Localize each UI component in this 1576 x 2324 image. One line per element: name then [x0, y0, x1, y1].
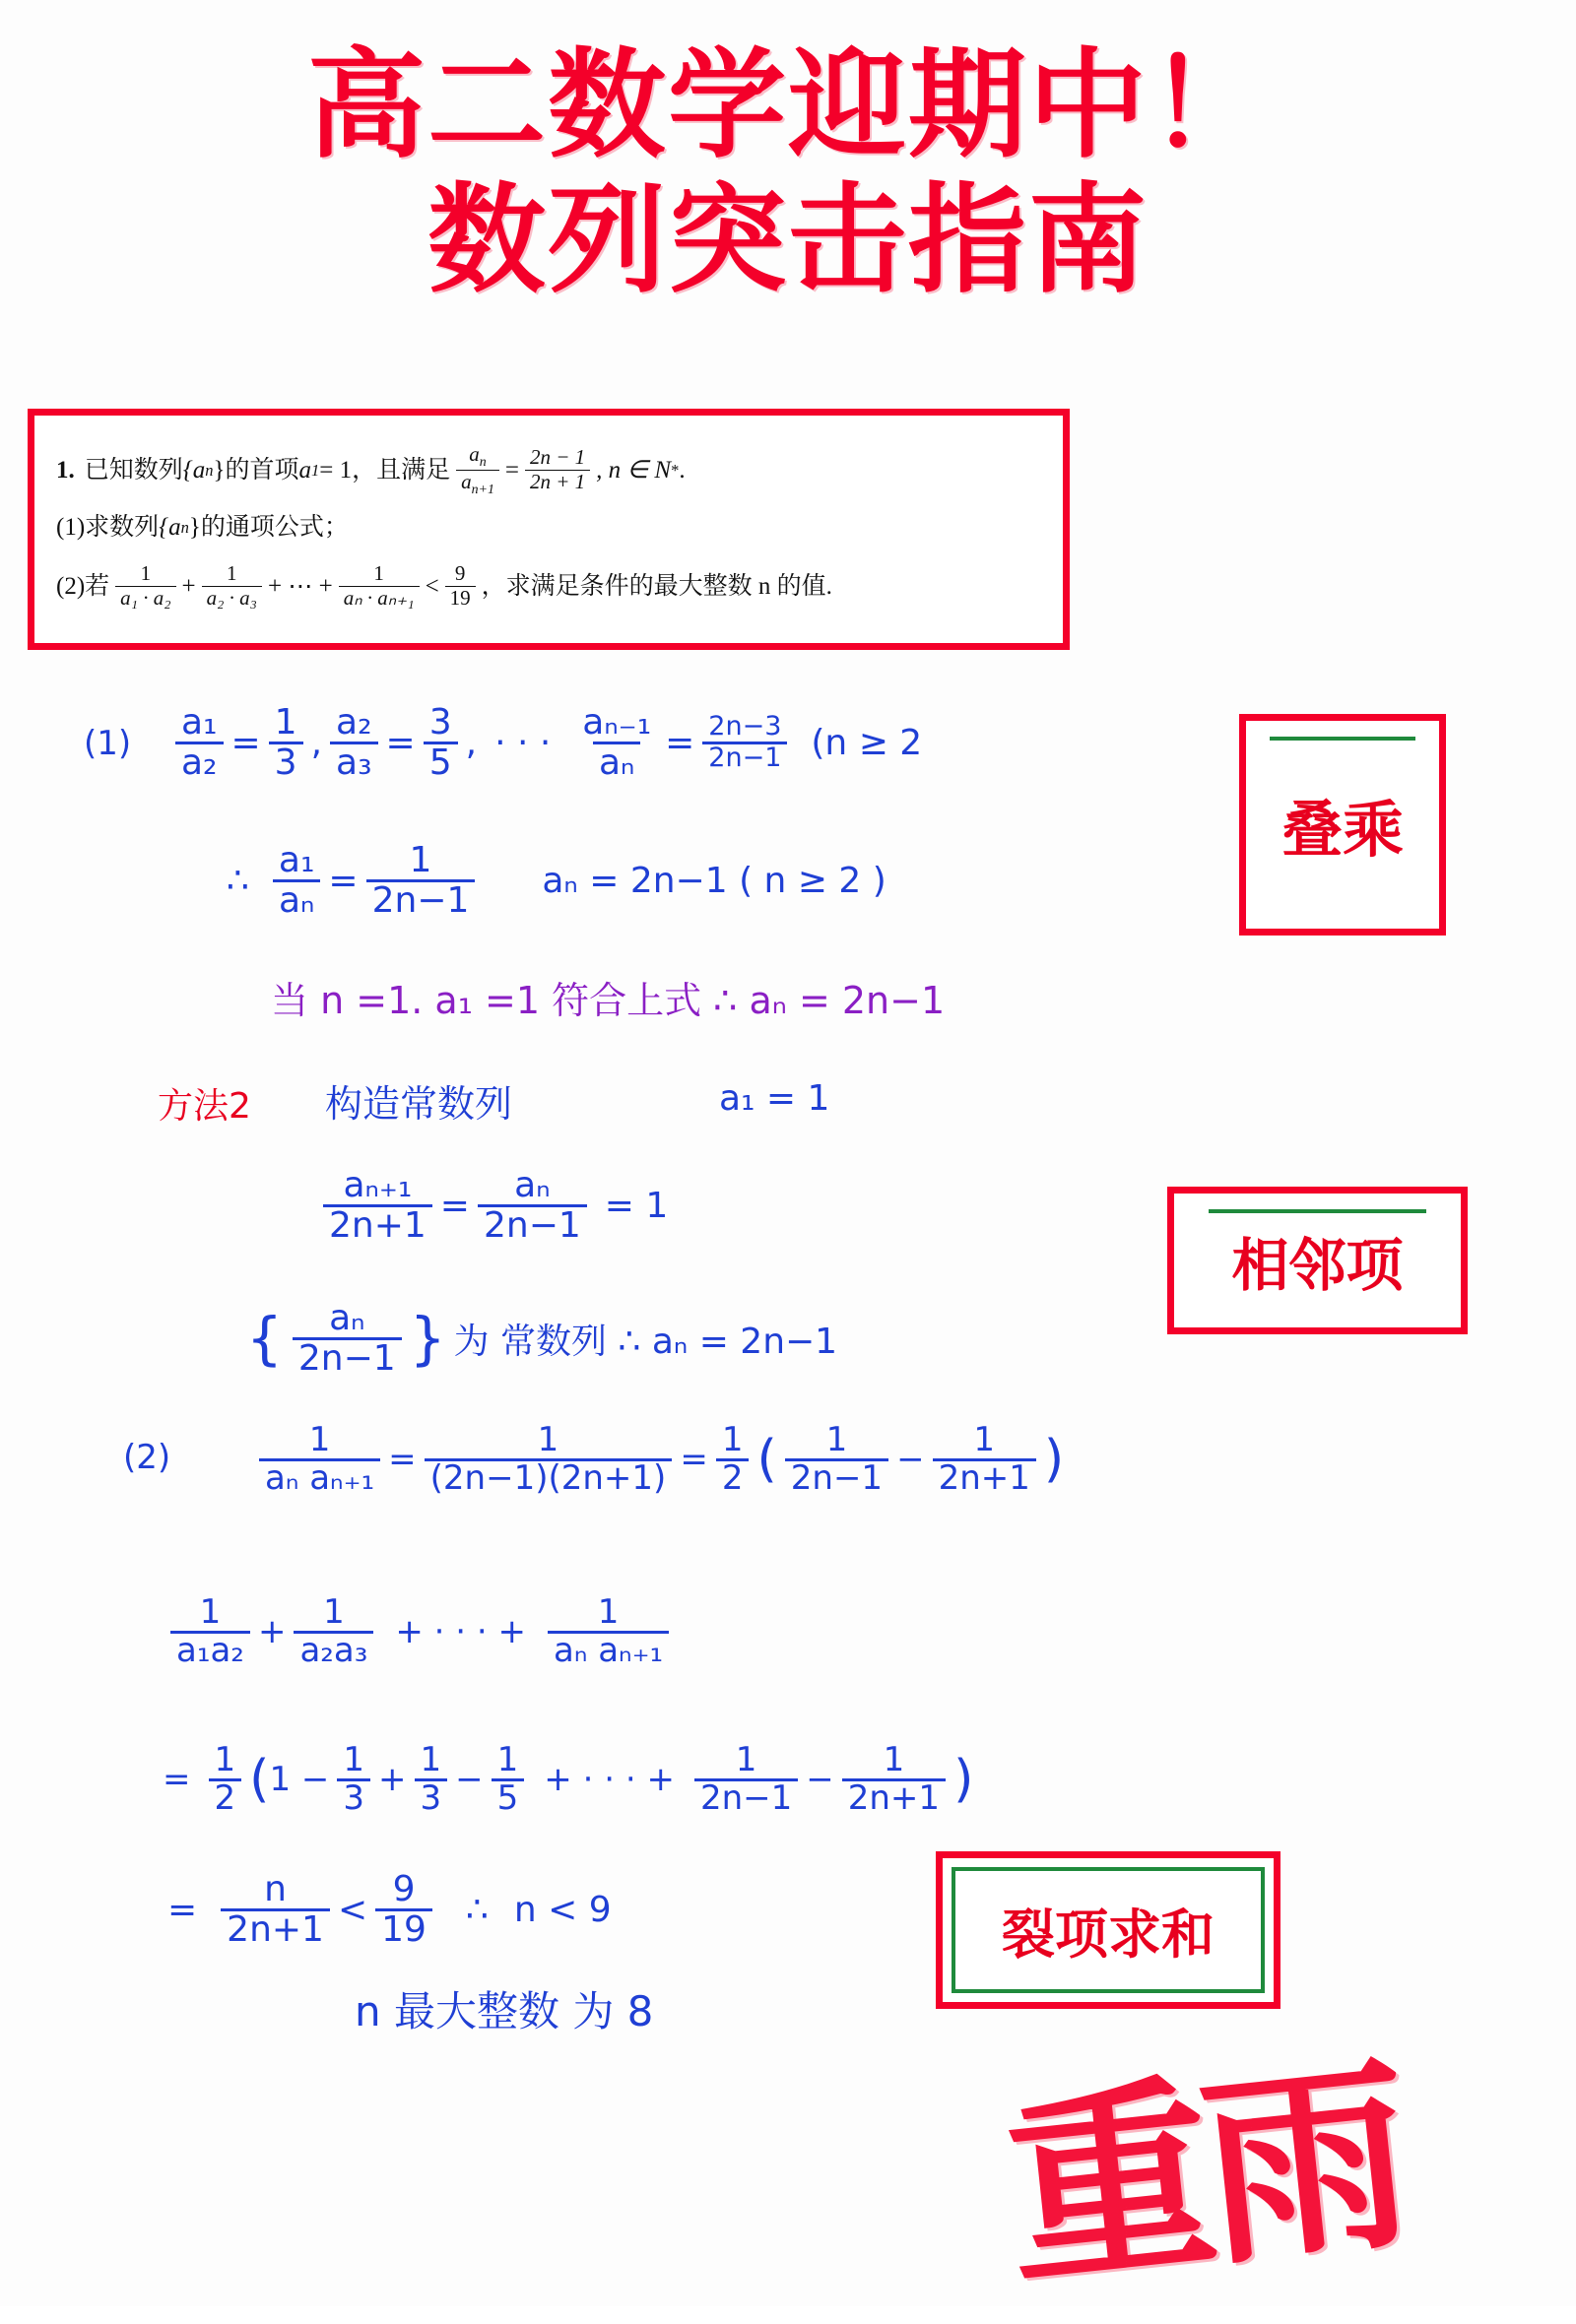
- q2-bound-den: 19: [445, 586, 476, 611]
- hw-p2l4-bound: 9 19: [375, 1871, 432, 1949]
- hw-p2l3-b: $\frac{1}{3}$: [415, 1743, 448, 1816]
- hw-p2l3-dots: + · · · +: [544, 1760, 675, 1800]
- q1-seq-close: }: [188, 514, 201, 542]
- q2-term-3: [339, 562, 420, 610]
- hw-final-answer: n 最大整数 为 8: [355, 1987, 654, 2035]
- hw-p2l4-therefore: ∴: [465, 1889, 489, 1930]
- stem-seq-sub: n: [205, 460, 214, 480]
- tag2-label: 相邻项: [1231, 1232, 1404, 1299]
- hw-l1-eq2: =: [385, 722, 416, 763]
- a1-subscript: 1: [311, 460, 320, 480]
- stem-seq: {a: [182, 456, 206, 484]
- hw-l1-dots: · · ·: [494, 722, 552, 763]
- hw-l2-eq: =: [328, 860, 359, 901]
- hw-p2l3-one: 1 −: [269, 1760, 330, 1800]
- hw-p2l3-minus2: −: [806, 1760, 834, 1800]
- hw-l1-comma2: ,: [465, 722, 478, 763]
- ratio-value-den: 2n + 1: [525, 470, 590, 494]
- hw-l2-frac: $\frac{\text{a₁}}{\text{aₙ}}$: [273, 842, 321, 920]
- q1-seq-sub: n: [180, 518, 189, 538]
- problem-stem: [56, 443, 1041, 496]
- hw-brace-close: }: [409, 1305, 446, 1373]
- hw-p2l1-paren-close: ): [1043, 1430, 1065, 1490]
- hw-method2-conclusion: [246, 1300, 837, 1378]
- hw-p2l2-t3: $\frac{1}{\text{aₙ aₙ₊₁}}$: [548, 1595, 669, 1668]
- hw-part2-line-1: [251, 1420, 1065, 1498]
- q1-tail: 的通项公式；: [200, 514, 349, 542]
- hw-l2-result: aₙ = 2n−1 ( n ≥ 2 ): [542, 860, 886, 901]
- hw-p2l4-lt: <: [337, 1889, 368, 1930]
- question-1: [56, 510, 1041, 545]
- q2-term-2-num: 1: [227, 561, 237, 586]
- hw-l1-val3: $\frac{2n-3}{2n-1}$: [702, 713, 787, 772]
- q2-term-1-den: a₁ · a₂: [115, 586, 175, 611]
- a1-symbol: a: [298, 456, 312, 484]
- hw-p2l3-paren-open: (: [249, 1750, 270, 1810]
- title-line-2: 数列突击指南: [427, 171, 1149, 309]
- hw-method2-label: 方法2: [158, 1086, 251, 1127]
- hw-p2l1-half: $\frac{1}{2}$: [716, 1423, 750, 1496]
- ratio-num-sub: n: [479, 454, 487, 470]
- ratio-den: a: [461, 469, 472, 493]
- ratio-value-num: 2n − 1: [529, 445, 586, 470]
- hw-m2-eq1: =: [439, 1185, 470, 1226]
- hw-p2l4-frac: $\frac{n}{2n+1}$: [221, 1871, 330, 1949]
- tag1-underline: [1270, 737, 1416, 741]
- hw-p2l3-minus: −: [455, 1760, 484, 1800]
- ratio-den-sub: n+1: [471, 481, 494, 496]
- hw-l1-condition: (n ≥ 2: [811, 722, 923, 763]
- stem-seq-close: }: [213, 456, 226, 484]
- q2-term-3-num: 1: [373, 561, 384, 586]
- stem-mid: 的首项: [225, 456, 299, 484]
- hw-method2-text: 构造常数列: [325, 1082, 513, 1126]
- ratio-value-fraction: [525, 446, 590, 493]
- hw-m2-frac2: $\frac{\text{aₙ}}{2n-1}$: [478, 1167, 587, 1245]
- hw-l1-frac1: $\frac{\text{a₁}}{\text{a₂}}$: [175, 704, 224, 782]
- hw-l1-frac2: $\frac{\text{a₂}}{\text{a₃}}$: [330, 704, 378, 782]
- hw-l2-therefore: ∴: [227, 860, 249, 901]
- problem-number: 1.: [56, 456, 75, 484]
- hw-l1-val2: $\frac{3}{5}$: [424, 704, 458, 782]
- hw-method2-equation: [315, 1167, 668, 1245]
- hw-part2-line-4: [167, 1871, 612, 1949]
- hw-l1-frac3: $\frac{\text{aₙ₋₁}}{\text{aₙ}}$: [582, 702, 652, 783]
- tag3-label: 裂项求和: [1002, 1903, 1215, 1966]
- hw-p2l1-t1: 1 2n−1: [785, 1423, 888, 1496]
- hw-l1-val1: $\frac{1}{3}$: [269, 704, 303, 782]
- hw-p2l4-result: n < 9: [513, 1889, 612, 1930]
- hw-l1-comma1: ,: [310, 722, 323, 763]
- q2-term-2: [202, 562, 262, 610]
- tag-box-die-cheng: [1239, 714, 1446, 936]
- q2-plus-2: + ⋯ +: [267, 572, 333, 600]
- hw-p2l3-half: $\frac{1}{2}$: [209, 1743, 242, 1816]
- hw-l1-eq1: =: [230, 722, 261, 763]
- q2-less-than: <: [425, 572, 439, 600]
- hw-p2l3-paren-close: ): [953, 1750, 974, 1810]
- hw-p2l2-plus2: + · · · +: [395, 1612, 527, 1652]
- hw-p2l1-paren-open: (: [756, 1430, 777, 1490]
- hw-p2l1-t2: $\frac{1}{2n+1}$: [933, 1423, 1036, 1496]
- page-title: [0, 39, 1576, 309]
- q2-term-2-den: a₂ · a₃: [202, 586, 262, 611]
- hw-m2-eq2: = 1: [604, 1185, 669, 1226]
- hw-p2l3-c: $\frac{1}{5}$: [492, 1743, 525, 1816]
- hw-line-2: [227, 842, 886, 920]
- stem-condition: 且满足: [376, 456, 451, 484]
- equals-sign: =: [504, 456, 519, 484]
- hw-p2l1-eq2: =: [680, 1440, 708, 1480]
- q2-plus-1: +: [181, 572, 196, 600]
- tag1-label: 叠乘: [1280, 794, 1404, 866]
- q2-term-1-num: 1: [140, 561, 152, 586]
- q2-tail: ，求满足条件的最大整数 n 的值.: [481, 572, 832, 600]
- q2-bound: [445, 562, 476, 610]
- stem-period: .: [679, 456, 686, 484]
- domain-star: *: [671, 460, 680, 480]
- hw-p2l4-eq: =: [167, 1889, 198, 1930]
- hw-p2l2-t1: 1 a₁a₂: [170, 1595, 250, 1668]
- hw-m2-brace-frac: aₙ 2n−1: [293, 1300, 402, 1378]
- hw-l2-val: $\frac{1}{2n-1}$: [366, 842, 476, 920]
- hw-p2l2-plus1: +: [257, 1612, 287, 1652]
- tag-box-lie-xiang-qiu-he: [936, 1851, 1280, 2009]
- hw-part1-label: (1): [84, 724, 132, 763]
- signature-stamp: 重雨: [995, 2034, 1412, 2316]
- question-2: [56, 562, 1041, 610]
- ratio-fraction: [456, 443, 499, 496]
- title-line-1: 高二数学迎期中！: [307, 37, 1269, 174]
- hw-p2l1-frac1: $\frac{1}{\text{aₙ aₙ₊₁}}$: [259, 1423, 380, 1496]
- hw-line-1: [167, 704, 922, 782]
- hw-p2l3-d: $\frac{1}{2n-1}$: [694, 1743, 798, 1816]
- hw-p2l1-frac2: $\frac{1}{(2n-1)(2n+1)}$: [425, 1423, 673, 1496]
- hw-p2l2-t2: $\frac{1}{\text{a₂a₃}}$: [294, 1595, 373, 1668]
- tag2-underline: [1209, 1209, 1426, 1213]
- q2-term-3-den: aₙ · aₙ₊₁: [339, 586, 420, 611]
- hw-l1-eq3: =: [665, 722, 695, 763]
- q2-term-1: [115, 562, 175, 610]
- hw-method2-a1: a₁ = 1: [719, 1078, 830, 1119]
- hw-part2-line-2: [163, 1592, 677, 1670]
- hw-p2l3-e: $\frac{1}{2n+1}$: [842, 1743, 946, 1816]
- q2-prefix: (2)若: [56, 572, 110, 600]
- hw-part2-label: (2): [123, 1438, 171, 1477]
- hw-m2-tail: 为 常数列 ∴ aₙ = 2n−1: [453, 1321, 838, 1362]
- hw-p2l3-a: $\frac{1}{3}$: [337, 1743, 370, 1816]
- ratio-num: a: [469, 442, 480, 466]
- q1-prefix: (1)求数列: [56, 514, 160, 542]
- problem-statement-box: [28, 409, 1070, 650]
- hw-brace-open: {: [246, 1305, 283, 1373]
- hw-m2-frac1: $\frac{\text{aₙ₊₁}}{2n+1}$: [323, 1167, 432, 1245]
- domain-text: , n ∈ N: [596, 456, 672, 484]
- hw-p2l3-eq: =: [163, 1760, 191, 1800]
- q2-bound-num: 9: [454, 561, 466, 586]
- stem-prefix: 已知数列: [84, 456, 183, 484]
- hw-p2l3-plus: +: [378, 1760, 407, 1800]
- tag-box-xiang-lin-xiang: [1167, 1187, 1468, 1334]
- hw-line-3-check-n1: 当 n =1. a₁ =1 符合上式 ∴ aₙ = 2n−1: [271, 979, 946, 1022]
- hw-p2l1-minus: −: [896, 1440, 925, 1480]
- q1-seq: {a: [159, 514, 181, 542]
- hw-p2l1-eq1: =: [388, 1440, 417, 1480]
- hw-part2-line-3: [163, 1740, 974, 1818]
- a1-equals: = 1，: [319, 456, 377, 484]
